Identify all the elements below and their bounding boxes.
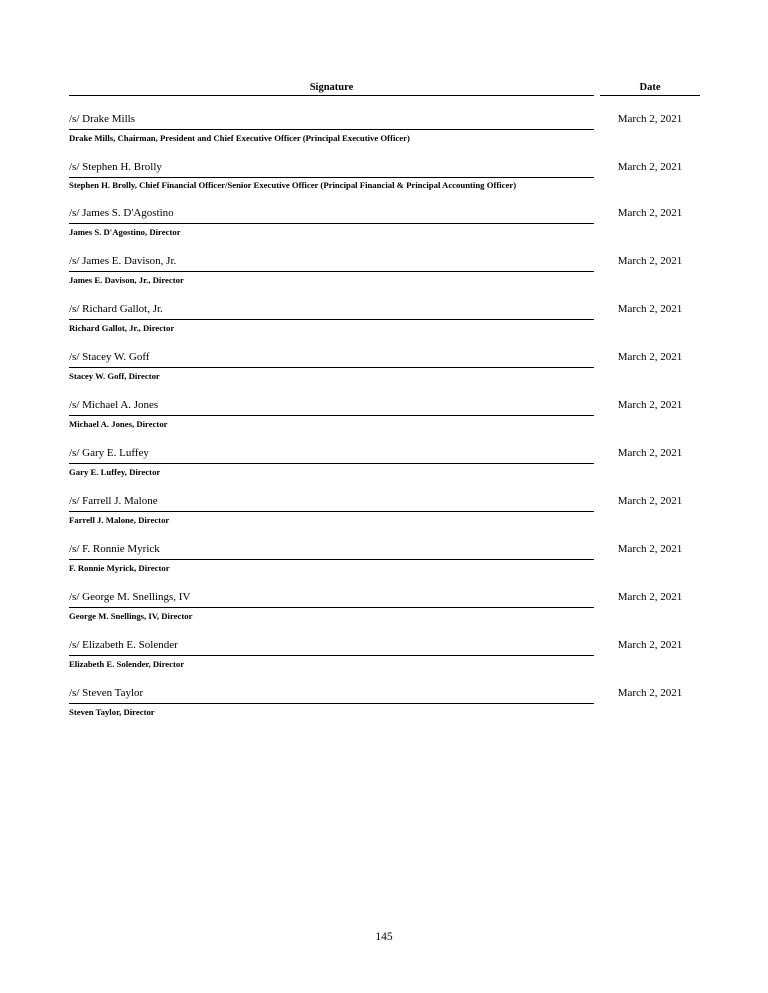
signature-block — [69, 253, 700, 293]
signature-line: /s/ Gary E. Luffey — [69, 445, 594, 464]
signature-block — [69, 637, 700, 677]
signature-date: March 2, 2021 — [617, 399, 683, 411]
signature-date: March 2, 2021 — [617, 591, 683, 603]
signature-block — [69, 301, 700, 341]
signature-line: /s/ Stacey W. Goff — [69, 349, 594, 368]
signature-date: March 2, 2021 — [617, 161, 683, 173]
signatory-name-title: F. Ronnie Myrick, Director — [69, 563, 170, 573]
signatory-name-title: Steven Taylor, Director — [69, 707, 155, 717]
signature-block — [69, 445, 700, 485]
signature-line: /s/ James E. Davison, Jr. — [69, 253, 594, 272]
signature-line: /s/ George M. Snellings, IV — [69, 589, 594, 608]
signature-date: March 2, 2021 — [617, 351, 683, 363]
signature-block — [69, 589, 700, 629]
signature-date: March 2, 2021 — [617, 113, 683, 125]
signature-date: March 2, 2021 — [617, 447, 683, 459]
signature-line: /s/ Elizabeth E. Solender — [69, 637, 594, 656]
signature-line: /s/ Drake Mills — [69, 111, 594, 130]
signature-line: /s/ Stephen H. Brolly — [69, 159, 594, 178]
signature-block — [69, 205, 700, 245]
signature-block — [69, 685, 700, 725]
signatory-name-title: James S. D'Agostino, Director — [69, 227, 181, 237]
signatory-name-title: Drake Mills, Chairman, President and Chief Executive Officer (Principal Executive Officer) — [69, 133, 410, 143]
signature-block — [69, 159, 700, 199]
signature-block — [69, 541, 700, 581]
signature-line: /s/ Michael A. Jones — [69, 397, 594, 416]
signature-line: /s/ F. Ronnie Myrick — [69, 541, 594, 560]
signatory-name-title: Michael A. Jones, Director — [69, 419, 168, 429]
signatory-name-title: Gary E. Luffey, Director — [69, 467, 161, 477]
signatory-name-title: James E. Davison, Jr., Director — [69, 275, 184, 285]
signatory-name-title: Richard Gallot, Jr., Director — [69, 323, 175, 333]
signature-date: March 2, 2021 — [617, 255, 683, 267]
signatory-name-title: Stacey W. Goff, Director — [69, 371, 160, 381]
signature-block — [69, 349, 700, 389]
signature-block — [69, 397, 700, 437]
signature-column-header: Signature — [69, 82, 594, 96]
signature-date: March 2, 2021 — [617, 495, 683, 507]
signature-date: March 2, 2021 — [617, 303, 683, 315]
signature-line: /s/ Steven Taylor — [69, 685, 594, 704]
signatory-name-title: Stephen H. Brolly, Chief Financial Officer/Senior Executive Officer (Principal Financial & Principal Accounting Officer) — [69, 180, 517, 190]
signatory-name-title: Farrell J. Malone, Director — [69, 515, 170, 525]
page-number: 145 — [375, 931, 393, 943]
signature-date: March 2, 2021 — [617, 687, 683, 699]
signature-line: /s/ Farrell J. Malone — [69, 493, 594, 512]
signature-line: /s/ Richard Gallot, Jr. — [69, 301, 594, 320]
signature-block — [69, 111, 700, 151]
signatory-name-title: Elizabeth E. Solender, Director — [69, 659, 185, 669]
signatory-name-title: George M. Snellings, IV, Director — [69, 611, 193, 621]
signature-date: March 2, 2021 — [617, 543, 683, 555]
signature-date: March 2, 2021 — [617, 207, 683, 219]
signature-date: March 2, 2021 — [617, 639, 683, 651]
signature-line: /s/ James S. D'Agostino — [69, 205, 594, 224]
date-column-header: Date — [600, 82, 700, 96]
signature-block — [69, 493, 700, 533]
